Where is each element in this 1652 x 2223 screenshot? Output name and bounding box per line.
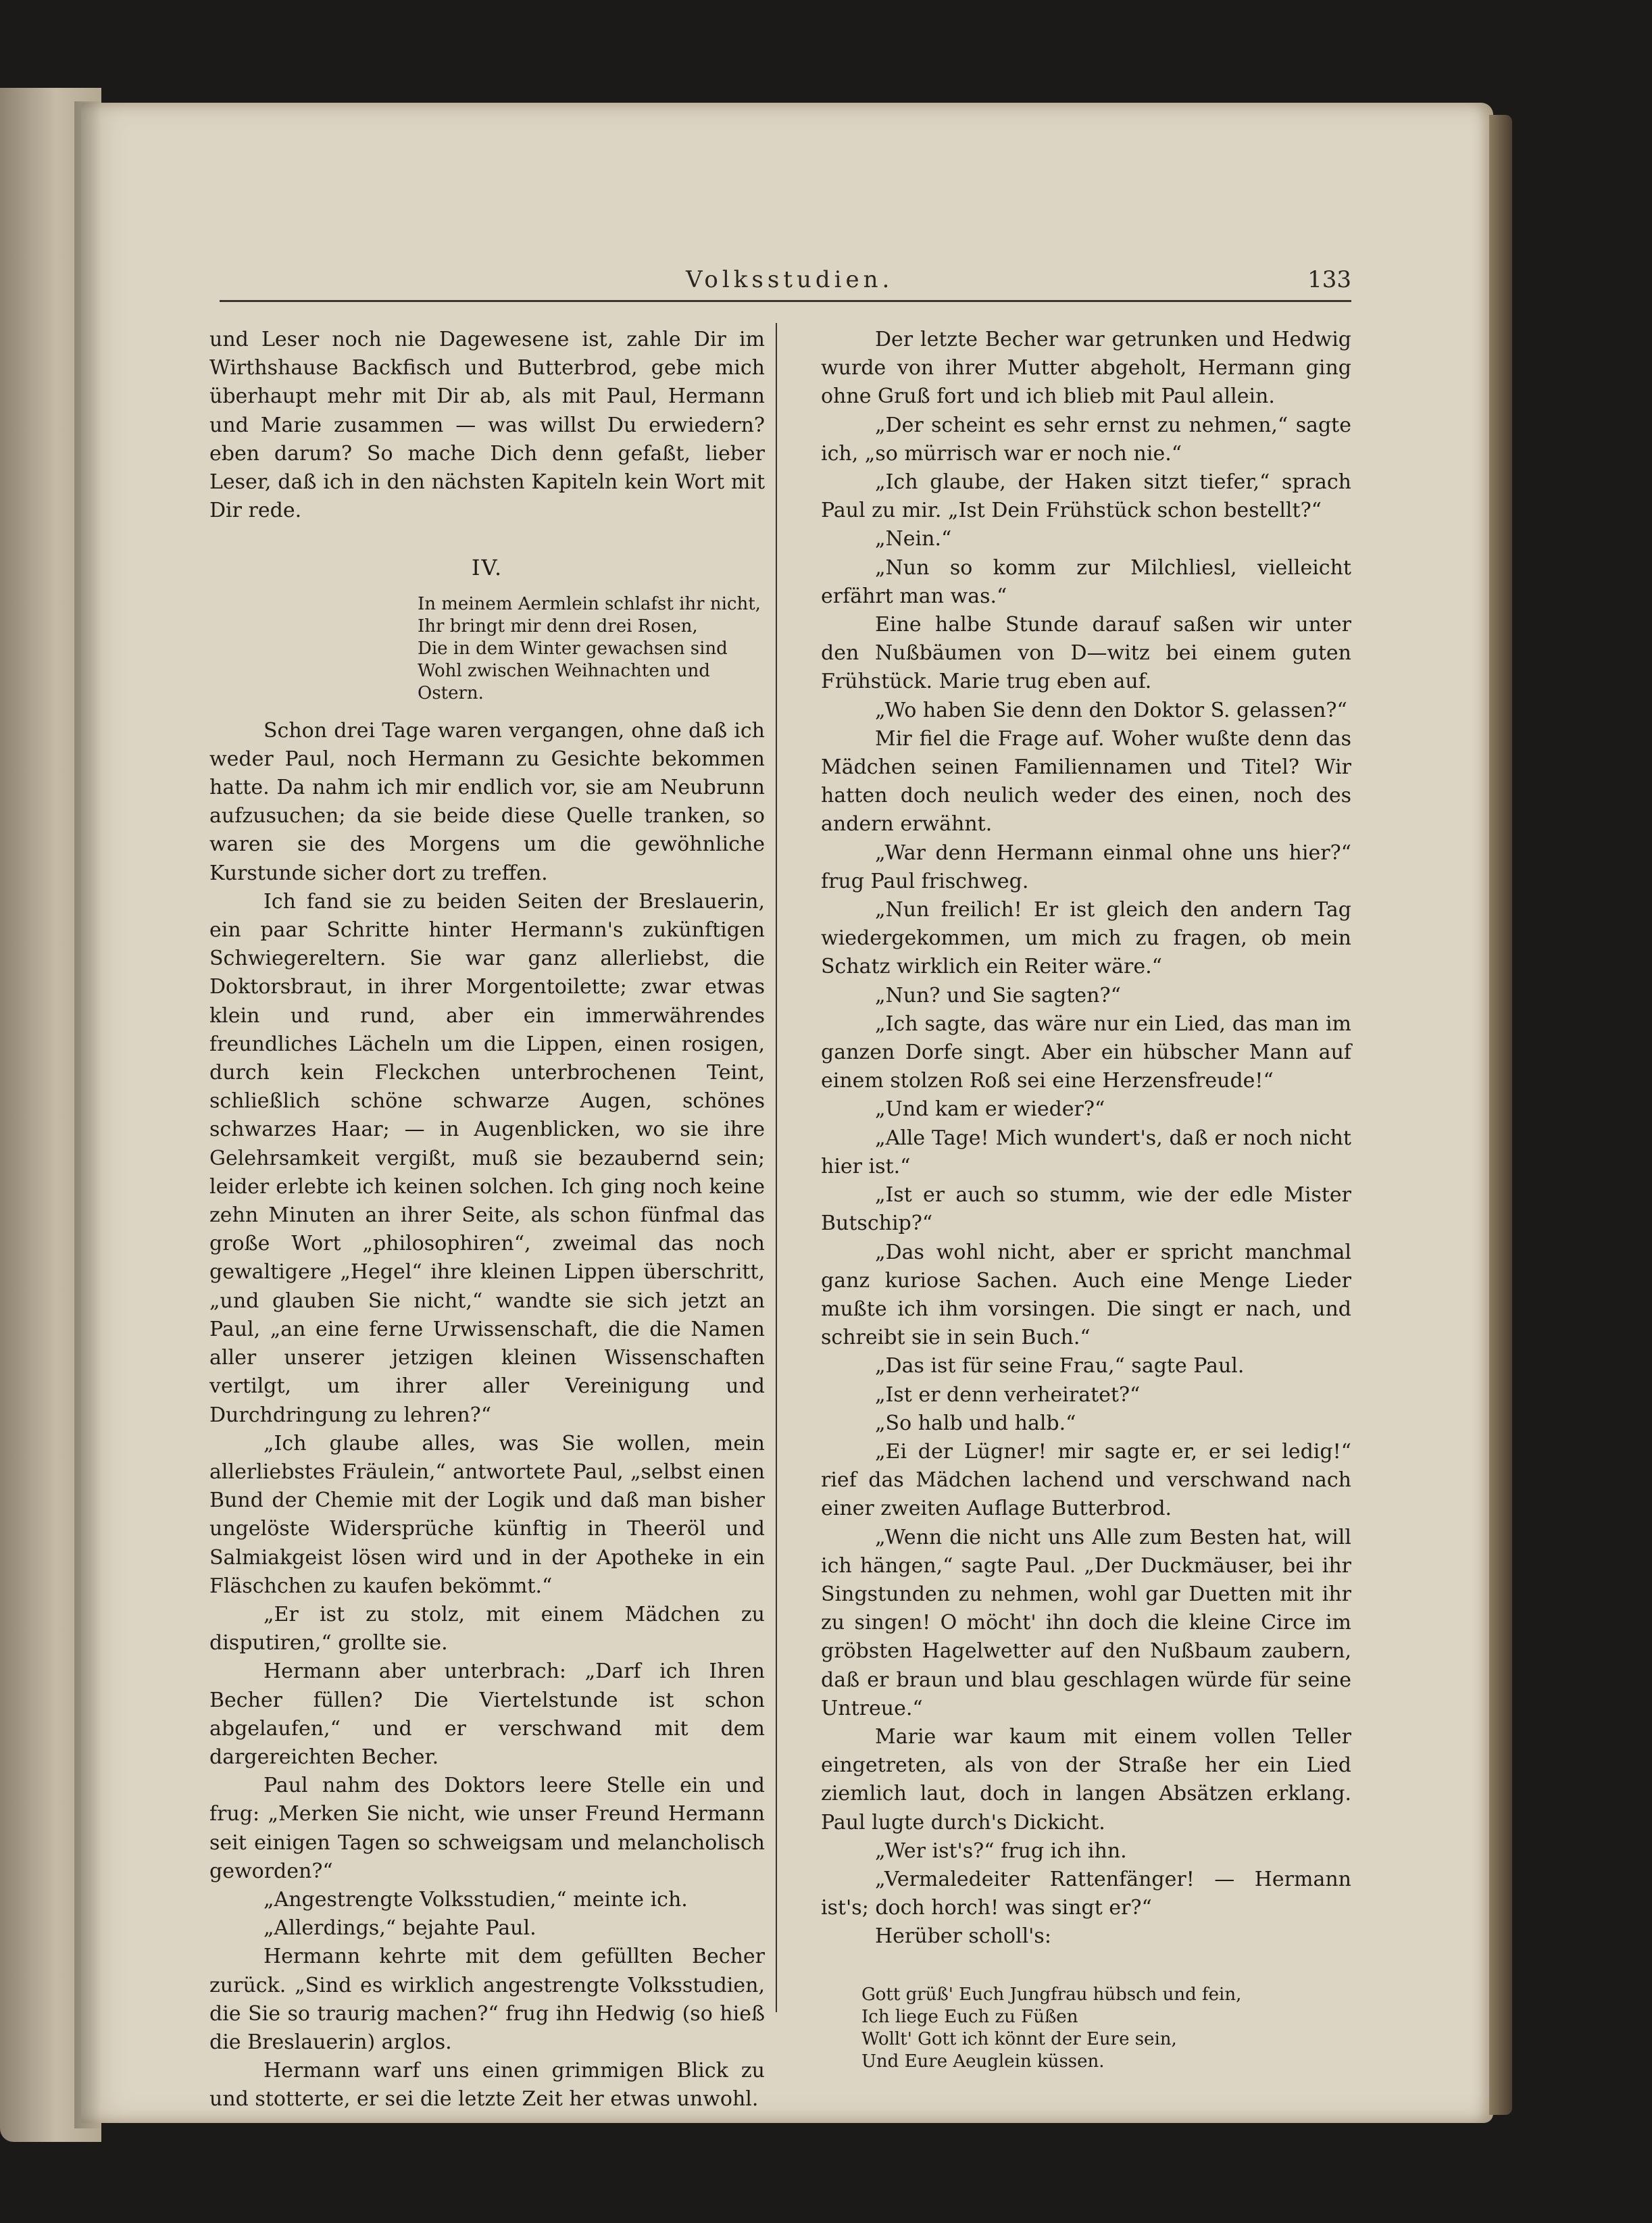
song-line: Wollt' Gott ich könnt der Eure sein, — [861, 2028, 1177, 2049]
song-line: Ich liege Euch zu Füßen — [861, 2006, 1078, 2027]
intro-paragraph: und Leser noch nie Dagewesene ist, zahle Dir im Wirthshause Backfisch und Butterbrod, gebe mich überhaupt mehr mit Dir ab, als mit Paul, Hermann und Marie zusammen — was willst Du erwiedern? eben darum? So mache Dich denn gefaßt, lieber Leser, daß ich in den nächsten Kapiteln kein Wort mit Dir rede. — [209, 328, 765, 523]
paragraph: Der letzte Becher war getrunken und Hedwig wurde von ihrer Mutter abgeholt, Hermann ging ohne Gruß fort und ich blieb mit Paul allein. — [821, 328, 1351, 409]
chapter-heading: IV. — [471, 555, 503, 581]
paragraph: „Nun freilich! Er ist gleich den andern Tag wiedergekommen, um mich zu fragen, ob mein Schatz wirklich ein Reiter wäre.“ — [821, 898, 1351, 979]
song-verse — [821, 1984, 1351, 2073]
paragraph: Ich fand sie zu beiden Seiten der Breslauerin, ein paar Schritte hinter Hermann's zukünftigen Schwiegereltern. Sie war ganz allerliebst, die Doktorsbraut, in ihrer Morgentoilette; zwar etwas klein und rund, aber ein immerwährendes freundliches Lächeln um die Lippen, einen rosigen, durch kein Fleckchen unterbrochenen Teint, schließlich schöne schwarze Augen, schönes schwarzes Haar; — in Augenblicken, wo sie ihre Gelehrsamkeit vergißt, muß sie bezaubernd sein; leider erlebte ich keinen solchen. Ich ging noch keine zehn Minuten an ihrer Seite, als schon fünfmal das große Wort „philosophiren“, zweimal das noch gewaltigere „Hegel“ ihre kleinen Lippen überschritt, „und glauben Sie nicht,“ wandte sie sich jetzt an Paul, „an eine ferne Urwissenschaft, die die Namen aller unserer jetzigen kleinen Wissenschaften vertilgt, um ihrer aller Vereinigung und Durchdringung zu lehren?“ — [209, 889, 765, 1427]
song-line: Und Eure Aeuglein küssen. — [861, 2051, 1105, 2072]
paragraph: „Nun so komm zur Milchliesl, vielleicht erfährt man was.“ — [821, 555, 1351, 608]
paragraph: „Allerdings,“ bejahte Paul. — [264, 1916, 536, 1941]
header-rule — [220, 300, 1351, 302]
paragraph: „Und kam er wieder?“ — [875, 1097, 1105, 1122]
paragraph: „So halb und halb.“ — [875, 1411, 1076, 1435]
column-divider — [776, 323, 777, 2012]
paragraph: „Das wohl nicht, aber er spricht manchmal ganz kuriose Sachen. Auch eine Menge Lieder mußte ich ihm vorsingen. Die singt er nach, und schreibt sie in sein Buch.“ — [821, 1240, 1351, 1350]
paragraph: „Er ist zu stolz, mit einem Mädchen zu disputiren,“ grollte sie. — [209, 1602, 765, 1655]
paragraph: „Vermaledeiter Rattenfänger! — Hermann ist's; doch horch! was singt er?“ — [821, 1867, 1351, 1920]
header-title: Volksstudien. — [686, 266, 894, 293]
epigraph-line: Ihr bringt mir denn drei Rosen, — [418, 616, 698, 636]
paragraph: „War denn Hermann einmal ohne uns hier?“ frug Paul frischweg. — [821, 841, 1351, 893]
paragraph: „Ei der Lügner! mir sagte er, er sei ledig!“ rief das Mädchen lachend und verschwand nach einer zweiten Auflage Butterbrod. — [821, 1439, 1351, 1521]
paragraph: Hermann kehrte mit dem gefüllten Becher zurück. „Sind es wirklich angestrengte Volksstudien, die Sie so traurig machen?“ frug ihn Hedwig (so hieß die Breslauerin) arglos. — [209, 1945, 765, 2054]
running-header — [220, 265, 1351, 305]
page-number: 133 — [1307, 266, 1351, 293]
paragraph: Hermann aber unterbrach: „Darf ich Ihren Becher füllen? Die Viertelstunde ist schon abgelaufen,“ und er verschwand mit dem dargereichten Becher. — [209, 1659, 765, 1769]
paragraph: „Nein.“ — [875, 527, 952, 551]
epigraph-line: Die in dem Winter gewachsen sind — [418, 638, 728, 659]
paragraph: „Angestrengte Volksstudien,“ meinte ich. — [264, 1887, 688, 1912]
paragraph: „Wenn die nicht uns Alle zum Besten hat, will ich hängen,“ sagte Paul. „Der Duckmäuser, bei ihr Singstunden zu nehmen, wohl gar Duetten mit ihr zu singen! O möcht' ihn doch die kleine Circe im gröbsten Hagelwetter auf den Nußbaum zaubern, daß er braun und blau geschlagen würde für seine Untreue.“ — [821, 1525, 1351, 1720]
right-column — [821, 326, 1351, 2073]
paragraph: Hermann warf uns einen grimmigen Blick zu und stotterte, er sei die letzte Zeit her etwas unwohl. — [209, 2059, 765, 2112]
paragraph: Herüber scholl's: — [875, 1924, 1051, 1949]
paragraph: Eine halbe Stunde darauf saßen wir unter den Nußbäumen von D—witz bei einem guten Frühstück. Marie trug eben auf. — [821, 613, 1351, 694]
paragraph: „Das ist für seine Frau,“ sagte Paul. — [875, 1354, 1245, 1378]
paragraph: „Ich glaube, der Haken sitzt tiefer,“ sprach Paul zu mir. „Ist Dein Frühstück schon bestellt?“ — [821, 470, 1351, 523]
epigraph-line: In meinem Aermlein schlafst ihr nicht, — [418, 593, 761, 614]
paragraph: „Der scheint es sehr ernst zu nehmen,“ sagte ich, „so mürrisch war er noch nie.“ — [821, 413, 1351, 466]
paragraph: Marie war kaum mit einem vollen Teller eingetreten, als von der Straße her ein Lied ziemlich laut, doch in langen Absätzen erklang. Paul lugte durch's Dickicht. — [821, 1724, 1351, 1834]
paragraph: „Nun? und Sie sagten?“ — [875, 983, 1121, 1007]
paragraph: Mir fiel die Frage auf. Woher wußte denn das Mädchen seinen Familiennamen und Titel? Wir hatten doch neulich weder des einen, noch des andern erwähnt. — [821, 726, 1351, 836]
left-column — [209, 326, 765, 2114]
page-stack-edge — [1489, 115, 1512, 2115]
paragraph: „Ich sagte, das wäre nur ein Lied, das man im ganzen Dorfe singt. Aber ein hübscher Mann auf einem stolzen Roß sei eine Herzensfreude!“ — [821, 1011, 1351, 1093]
book-gutter — [74, 101, 101, 2128]
epigraph-line: Wohl zwischen Weihnachten und Ostern. — [418, 660, 710, 703]
song-line: Gott grüß' Euch Jungfrau hübsch und fein, — [861, 1984, 1242, 2005]
paragraph: „Ich glaube alles, was Sie wollen, mein allerliebstes Fräulein,“ antwortete Paul, „selbst einen Bund der Chemie mit der Logik und daß man bisher ungelöste Widersprüche künftig in Theeröl und Salmiakgeist lösen wird und in der Apotheke in ein Fläschchen zu kaufen bekömmt.“ — [209, 1431, 765, 1598]
paragraph: Schon drei Tage waren vergangen, ohne daß ich weder Paul, noch Hermann zu Gesichte bekommen hatte. Da nahm ich mir endlich vor, sie am Neubrunn aufzusuchen; da sie beide diese Quelle tranken, so waren sie des Morgens um die gewöhnliche Kurstunde sicher dort zu treffen. — [209, 718, 765, 885]
epigraph — [209, 593, 765, 705]
paragraph: Paul nahm des Doktors leere Stelle ein und frug: „Merken Sie nicht, wie unser Freund Hermann seit einigen Tagen so schweigsam und melancholisch geworden?“ — [209, 1774, 765, 1883]
paragraph: „Ist er auch so stumm, wie der edle Mister Butschip?“ — [821, 1183, 1351, 1236]
paragraph: „Wer ist's?“ frug ich ihn. — [875, 1839, 1127, 1863]
paragraph: „Ist er denn verheiratet?“ — [875, 1382, 1141, 1407]
paragraph: „Alle Tage! Mich wundert's, daß er noch nicht hier ist.“ — [821, 1126, 1351, 1178]
paragraph: „Wo haben Sie denn den Doktor S. gelassen?“ — [875, 698, 1347, 722]
